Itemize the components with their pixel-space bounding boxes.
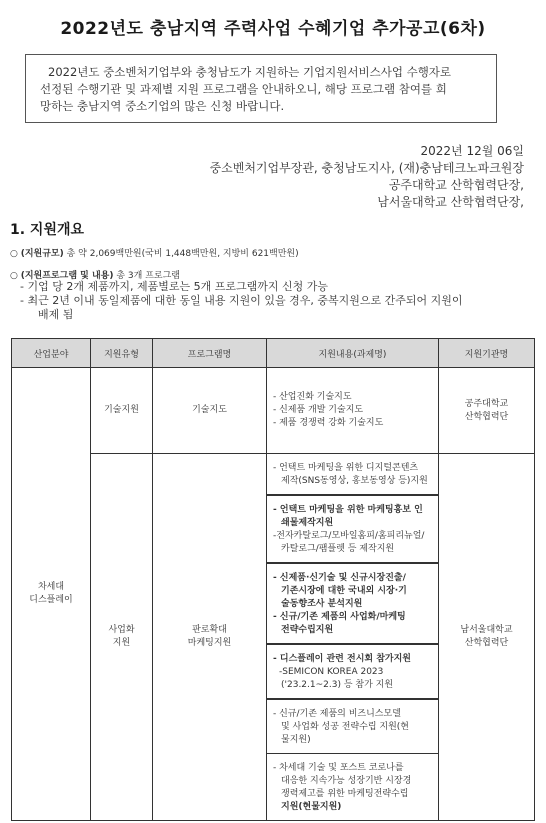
support-type-text: 사업화 xyxy=(108,625,135,635)
column-header: 산업분야 xyxy=(12,339,91,368)
content-item: 및 사업화 성공 전략수립 지원(현 xyxy=(281,722,409,732)
content-box xyxy=(267,496,438,564)
program-name-text: 마케팅지원 xyxy=(187,638,232,648)
support-type-text: 지원 xyxy=(112,638,131,648)
program-name-text: 판로확대 xyxy=(192,625,227,635)
announcement-date: 2022년 12월 06일 xyxy=(420,144,524,158)
support-program-text: 총 3개 프로그램 xyxy=(116,271,180,281)
industry-text: 디스플레이 xyxy=(29,595,73,605)
column-header: 지원유형 xyxy=(91,339,153,368)
support-content-cell xyxy=(267,368,439,454)
content-item: - 산업진화 기술지도 xyxy=(273,392,352,402)
content-box xyxy=(267,754,438,820)
support-type-cell: 기술지원 xyxy=(91,368,153,454)
support-content-cell xyxy=(267,454,439,821)
content-item: 쟁력제고를 위한 마케팅전략수립 xyxy=(281,789,409,799)
program-rule: - 최근 2년 이내 동일제품에 대한 동일 내용 지원이 있을 경우, 중복지원으로 간주되어 지원이 xyxy=(20,294,463,307)
table-header-row xyxy=(12,339,535,368)
support-scale-text: 총 약 2,069백만원(국비 1,448백만원, 지방비 621백만원) xyxy=(66,249,299,259)
content-item: - 신규/기존 제품의 사업화/마케팅 xyxy=(273,612,406,622)
program-rule: 배제 됨 xyxy=(38,308,74,321)
content-item: 물지원) xyxy=(281,735,311,745)
content-item: 지원(현물지원) xyxy=(281,802,342,812)
table-row xyxy=(12,368,535,454)
content-item: - 신제품·신기술 및 신규시장진출/ xyxy=(273,573,406,583)
notice-box xyxy=(25,54,497,123)
content-item: 쇄물제작지원 xyxy=(281,518,334,528)
column-header: 지원내용(과제명) xyxy=(267,339,439,368)
agency-text: 산학협력단 xyxy=(464,411,509,422)
content-item: 대응한 지속가능 성장기반 시장경 xyxy=(281,776,412,786)
issuer-line: 중소벤처기업부장관, 충청남도지사, (재)충남테크노파크원장 xyxy=(209,161,524,175)
content-item: - 신규/기존 제품의 비즈니스모델 xyxy=(273,709,401,719)
program-name-cell: 기술지도 xyxy=(153,368,267,454)
program-rule: - 기업 당 2개 제품까지, 제품별로는 5개 프로그램까지 신청 가능 xyxy=(20,280,328,293)
agency-cell xyxy=(439,454,535,821)
content-box xyxy=(267,454,438,496)
content-box xyxy=(267,700,438,754)
support-program-label: (지원프로그램 및 내용) xyxy=(20,271,114,281)
agency-text: 산학협력단 xyxy=(464,638,509,648)
content-item: 기존시장에 대한 국내외 시장·기 xyxy=(281,586,407,596)
issuer-line: 남서울대학교 산학협력단장, xyxy=(377,195,524,209)
content-item: -SEMICON KOREA 2023 xyxy=(279,667,384,677)
industry-text: 차세대 xyxy=(37,582,65,592)
notice-line: 망하는 충남지역 중소기업의 많은 신청 바랍니다. xyxy=(40,99,285,113)
table-row xyxy=(12,454,535,821)
support-table xyxy=(11,338,535,821)
circle-bullet-icon: ○ xyxy=(10,249,18,259)
program-name-cell xyxy=(153,454,267,821)
column-header: 프로그램명 xyxy=(153,339,267,368)
content-item: - 언택트 마케팅을 위한 마케팅홍보 인 xyxy=(273,505,423,515)
section-heading: 1. 지원개요 xyxy=(10,222,85,238)
content-item: 전략수립지원 xyxy=(281,625,334,635)
industry-cell xyxy=(12,368,91,821)
content-item: - 차세대 기술 및 포스트 코로나를 xyxy=(273,763,404,773)
agency-text: 공주대학교 xyxy=(464,398,509,409)
issuer-line: 공주대학교 산학협력단장, xyxy=(388,178,524,192)
agency-text: 남서울대학교 xyxy=(460,625,513,635)
notice-line: 2022년도 중소벤처기업부와 충청남도가 지원하는 기업지원서비스사업 수행자로 xyxy=(48,65,452,79)
content-box xyxy=(267,564,438,645)
support-scale-label: (지원규모) xyxy=(20,249,64,259)
content-item: - 제품 경쟁력 강화 기술지도 xyxy=(273,418,384,428)
content-box xyxy=(267,645,438,700)
page-title: 2022년도 충남지역 주력사업 수혜기업 추가공고(6차) xyxy=(60,19,486,39)
support-scale xyxy=(10,246,299,259)
column-header: 지원기관명 xyxy=(439,339,535,368)
notice-line: 선정된 수행기관 및 과제별 지원 프로그램을 안내하오니, 해당 프로그램 참여를 희 xyxy=(40,82,447,96)
content-item: 제작(SNS동영상, 홍보동영상 등)지원 xyxy=(281,476,428,486)
content-item: 카탈로그/팸플렛 등 제작지원 xyxy=(281,544,395,554)
content-item: - 신제품 개발 기술지도 xyxy=(273,405,364,415)
content-item: ('23.2.1~2.3) 등 참가 지원 xyxy=(281,680,394,690)
content-item: 술동향조사 분석지원 xyxy=(281,599,363,609)
content-item: -전자카탈로그/모바일홈피/홈피리뉴얼/ xyxy=(273,531,425,541)
content-item: - 언택트 마케팅을 위한 디지털콘텐츠 xyxy=(273,463,419,473)
support-type-cell xyxy=(91,454,153,821)
circle-bullet-icon: ○ xyxy=(10,271,18,281)
agency-cell xyxy=(439,368,535,454)
content-item: - 디스플레이 관련 전시회 참가지원 xyxy=(273,654,411,664)
